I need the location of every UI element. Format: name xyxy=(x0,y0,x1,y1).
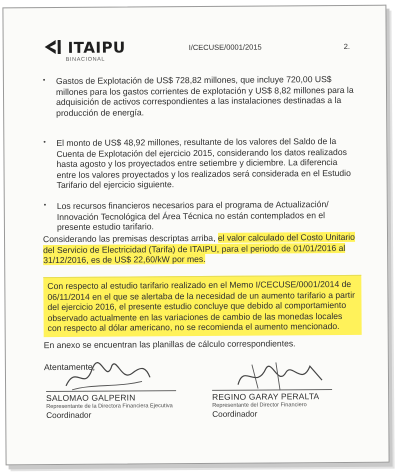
paragraph-account-balance: El monto de US$ 48,92 millones, resultante de los valores del Saldo de la Cuenta de Explotación del ejercicio 2015, considerando los datos realizados hasta agosto y los proyectados entre setiembre y diciembre. La diferencia entre los valores proyectados y los realizados será considerada en el Estudio Tarifario del ejercicio siguiente. xyxy=(56,136,351,191)
signer-name: REGINO GARAY PERALTA xyxy=(212,391,320,402)
bullet-icon: • xyxy=(43,139,46,147)
document-page xyxy=(2,5,389,466)
paragraph-tariff-conclusion xyxy=(43,232,361,266)
signer-name: SALOMAO GALPERIN xyxy=(46,392,136,404)
signer-block-1 xyxy=(46,392,173,420)
tariff-intro-text: Considerando las premisas descriptas arriba, xyxy=(42,232,216,245)
bullet-icon: • xyxy=(43,202,47,210)
signer-role: Representante del Director Financiero xyxy=(212,402,307,409)
paragraph-operating-expenses: Gastos de Explotación de US$ 728,82 millones, que incluye 720,00 US$ millones para los gastos corrientes de explotación y US$ 8,82 millones para la adquisición de activos correspondientes a las instalaciones destinadas a la producción de energía. xyxy=(55,74,354,118)
tariff-highlight-text: el valor calculado del Costo Unitario del Servicio de Electricidad (Tarifa) de ITAIPU, para el periodo de 01/01/2016 al 31/12/2016, es de US$ 22,60/kW por mes. xyxy=(43,231,355,266)
signer-title: Coordinador xyxy=(212,409,258,419)
brand-name: ITAIPU xyxy=(67,38,126,57)
brand-subtitle: BINACIONAL xyxy=(65,56,106,63)
signer-title: Coordinador xyxy=(46,410,92,421)
bullet-icon: • xyxy=(42,77,46,85)
page-number: 2. xyxy=(343,41,350,51)
signer-role: Representante de la Directora Financiera Ejecutiva xyxy=(46,403,173,411)
closing-salutation: Atentamente, xyxy=(43,361,96,373)
itaipu-logo-icon xyxy=(44,38,66,56)
paragraph-memo-recommendation: Con respecto al estudio tarifario realizado en el Memo I/CECUSE/0001/2014 de 06/11/2014 en el que se alertaba de la necesidad de un aumento tarifario a partir del ejercicio 2016, el presente estudio concluye que debido al comportamiento observado actualmente en las variaciones de cambio de las monedas locales con respecto al dólar americano, no se recomienda el aumento mencionado. xyxy=(43,275,361,337)
signer-block-2 xyxy=(212,391,319,419)
memo-reference: I/CECUSE/0001/2015 xyxy=(188,42,262,53)
paragraph-financial-resources: Los recursos financieros necesarios para el programa de Actualización/ Innovación Tecnológica del Área Técnica no están contemplados en el presente estudio tarifario. xyxy=(56,199,329,233)
paragraph-annex-note: En anexo se encuentran las planillas de cálculo correspondientes. xyxy=(43,338,296,351)
